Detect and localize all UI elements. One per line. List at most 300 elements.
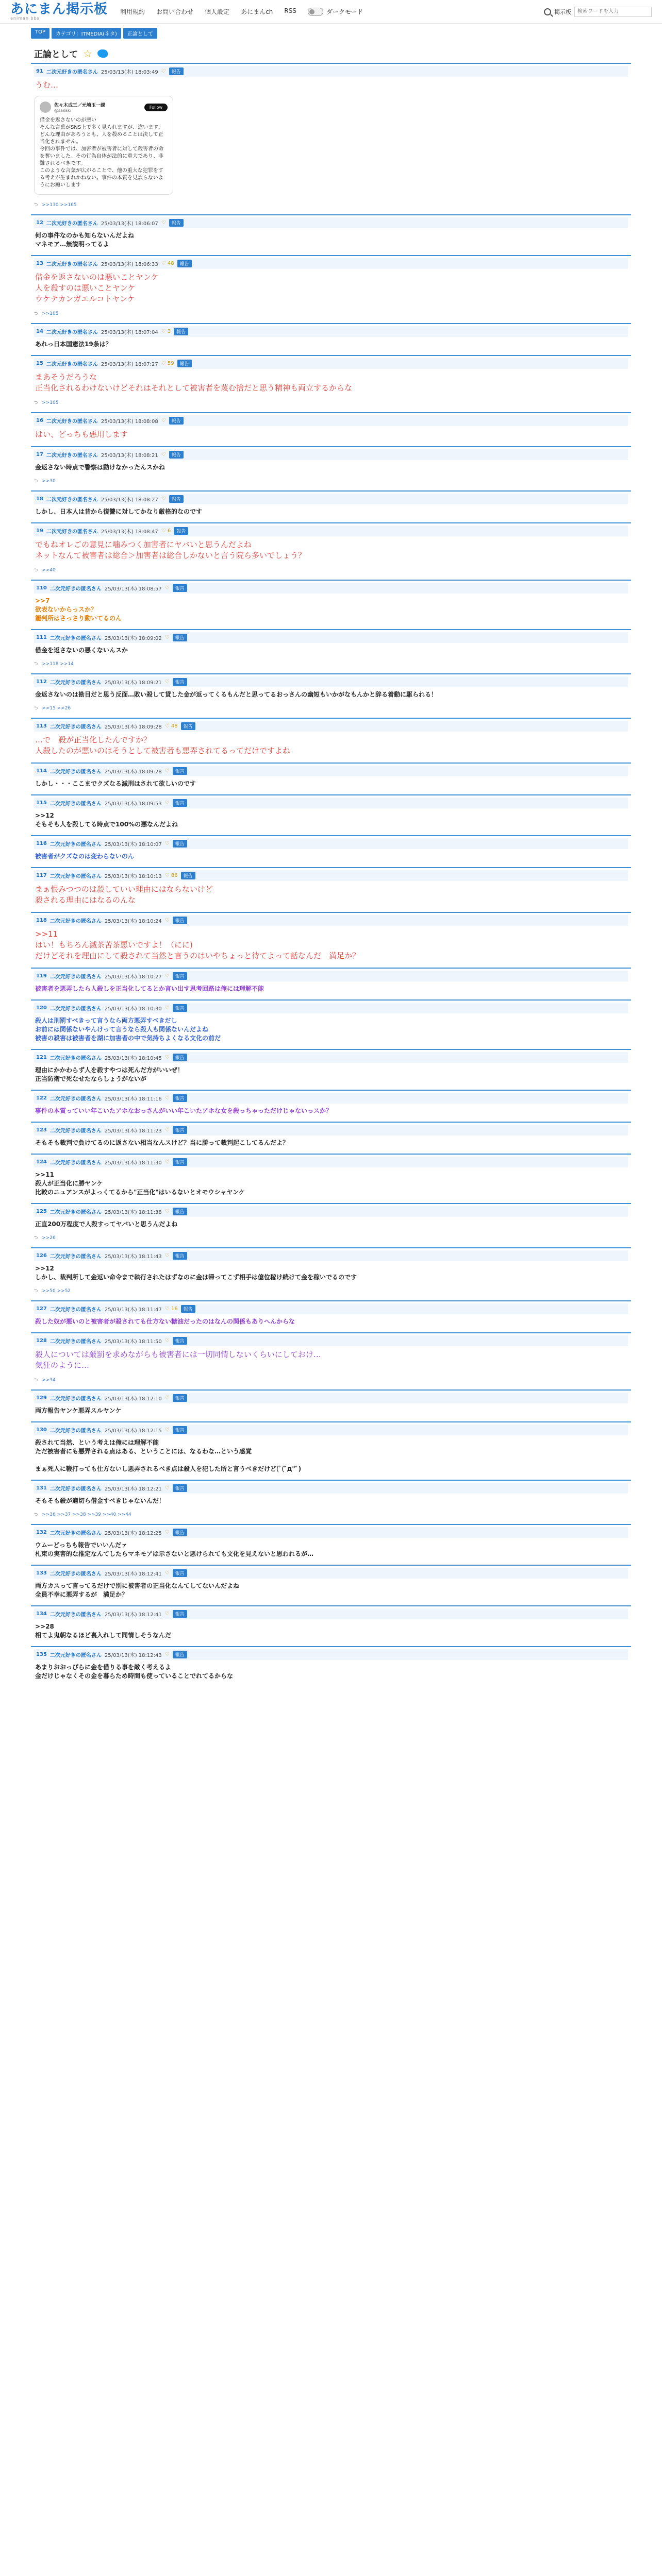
post xyxy=(31,718,631,762)
post-body: 金返さないのは勘目だと思う反面…敗い殺して貸した金が返ってくるもんだと思ってるおっさんの幽短もいかがなもんかと辞る着動に駆られる！ xyxy=(35,691,438,698)
post-header xyxy=(34,1125,628,1136)
post-number[interactable]: 120 xyxy=(36,1005,47,1011)
nice-button[interactable] xyxy=(165,1611,170,1617)
post-header xyxy=(34,1527,628,1538)
nice-button[interactable] xyxy=(165,1005,170,1011)
post-number[interactable]: 130 xyxy=(36,1427,47,1433)
post-date: 25/03/13(木) 18:12:21 xyxy=(104,1486,162,1492)
post-body: あまりおおっぴらに金を借りる事を敵く考えるよ 金だけじゃなくその金を暮らため時間も使っていることでれてるからな xyxy=(35,1664,234,1680)
reply-icon: ⮌ xyxy=(34,706,38,711)
post xyxy=(31,412,631,446)
post-header xyxy=(34,1206,628,1217)
post-number[interactable]: 19 xyxy=(36,528,43,534)
post xyxy=(31,1565,631,1605)
post-number[interactable]: 124 xyxy=(36,1159,47,1165)
reply-anchor[interactable]: >>130 >>165 xyxy=(42,202,77,208)
post-author: 二次元好きの匿名さん xyxy=(49,1056,102,1061)
post-header xyxy=(34,1052,628,1063)
embedded-tweet[interactable] xyxy=(34,96,173,195)
post-date: 25/03/13(木) 18:08:08 xyxy=(101,419,158,425)
post-body: 借金を返さないの悪くないんスか xyxy=(35,647,128,654)
reply-icon: ⮌ xyxy=(34,1512,38,1517)
heart-icon: ♡ xyxy=(164,1395,170,1401)
post-number[interactable]: 132 xyxy=(36,1530,47,1535)
heart-icon: ♡ xyxy=(164,973,170,979)
report-button[interactable]: 報告 xyxy=(169,417,184,425)
post xyxy=(31,214,631,255)
search-area xyxy=(544,7,652,17)
site-logo[interactable] xyxy=(10,3,108,21)
post xyxy=(31,968,631,999)
post xyxy=(31,867,631,912)
reply-links[interactable] xyxy=(34,1506,628,1519)
reply-icon: ⮌ xyxy=(34,202,38,208)
post-body: そもそも裁判で負けてるのに返さない相当なんスけど？当に勝って裁判起こしてるんだよ？ xyxy=(35,1139,289,1146)
nav-animanch[interactable]: あにまんch xyxy=(241,8,273,15)
post-author: 二次元好きの匿名さん xyxy=(49,769,102,775)
post-body: >>11 殺人が正当化に勝ヤンケ 比較のニュアンスがよっくてるから"正当化"はいるないとオモウシャヤンケ xyxy=(35,1171,245,1196)
post-number[interactable]: 126 xyxy=(36,1253,47,1259)
post-number[interactable]: 114 xyxy=(36,768,47,774)
nice-button[interactable] xyxy=(165,1209,170,1214)
post-header xyxy=(34,971,628,981)
post-author: 二次元好きの匿名さん xyxy=(46,529,98,535)
post xyxy=(31,446,631,490)
report-button[interactable]: 報告 xyxy=(174,527,188,535)
nice-button[interactable] xyxy=(161,528,171,534)
search-icon[interactable] xyxy=(544,8,551,15)
post-body: 被害者がクズなのは変わらないのん xyxy=(35,853,134,860)
report-button[interactable]: 報告 xyxy=(173,1569,187,1577)
post-header xyxy=(34,494,628,504)
report-button[interactable]: 報告 xyxy=(181,722,195,730)
post-number[interactable]: 116 xyxy=(36,841,47,846)
reply-icon: ⮌ xyxy=(34,311,38,316)
post-number[interactable]: 14 xyxy=(36,329,43,334)
post-number[interactable]: 91 xyxy=(36,69,43,74)
reply-links[interactable] xyxy=(34,197,628,209)
heart-icon: ♡ xyxy=(164,585,170,591)
post xyxy=(31,490,631,522)
search-input[interactable] xyxy=(574,7,652,17)
post-header xyxy=(34,1608,628,1619)
heart-icon: ♡ xyxy=(164,1530,170,1535)
post-header xyxy=(34,1568,628,1579)
post-date: 25/03/13(木) 18:11:47 xyxy=(104,1307,162,1313)
post-number[interactable]: 16 xyxy=(36,418,43,423)
post-number[interactable]: 125 xyxy=(36,1209,47,1214)
post-header xyxy=(34,1393,628,1403)
heart-icon: ♡ xyxy=(164,1427,170,1433)
post-header xyxy=(34,1425,628,1435)
post-body: >>28 相てよ鬼朝なるほど裏入れして同情しそうなんだ xyxy=(35,1623,172,1639)
post-author: 二次元好きの匿名さん xyxy=(49,842,102,848)
post-date: 25/03/13(木) 18:08:27 xyxy=(101,497,158,503)
post-body: 金返さない時点で警察は動けなかったんスかね xyxy=(35,464,166,471)
report-button[interactable]: 報告 xyxy=(173,1094,187,1102)
reply-links[interactable] xyxy=(34,473,628,485)
heart-icon: ♡ xyxy=(161,329,168,334)
post-date: 25/03/13(木) 18:07:27 xyxy=(101,362,158,367)
nice-count: 16 xyxy=(171,1306,178,1312)
post-date: 25/03/13(木) 18:11:38 xyxy=(104,1210,162,1215)
post-header xyxy=(34,1483,628,1494)
post-number[interactable]: 17 xyxy=(36,452,43,457)
post-author: 二次元好きの匿名さん xyxy=(46,497,98,503)
dark-mode-toggle[interactable] xyxy=(308,7,363,16)
post xyxy=(31,762,631,794)
reply-anchor[interactable]: >>118 >>14 xyxy=(42,662,74,667)
heart-icon: ♡ xyxy=(161,261,168,266)
heart-icon: ♡ xyxy=(164,1306,171,1312)
follow-button[interactable]: Follow xyxy=(144,104,168,111)
post xyxy=(31,673,631,718)
report-button[interactable]: 報告 xyxy=(173,799,187,807)
nav-rss[interactable]: RSS xyxy=(284,7,296,14)
heart-icon: ♡ xyxy=(164,1095,170,1101)
post-number[interactable]: 119 xyxy=(36,973,47,979)
reply-icon: ⮌ xyxy=(34,568,38,573)
post xyxy=(31,323,631,355)
nice-button[interactable] xyxy=(165,1095,170,1101)
report-button[interactable]: 報告 xyxy=(173,1252,187,1260)
nice-button[interactable] xyxy=(165,1338,170,1344)
report-button[interactable]: 報告 xyxy=(181,1305,195,1313)
report-button[interactable]: 報告 xyxy=(177,360,192,367)
post-number[interactable]: 127 xyxy=(36,1306,47,1312)
post-number[interactable]: 128 xyxy=(36,1338,47,1344)
nice-button[interactable] xyxy=(161,496,166,502)
nice-button[interactable] xyxy=(165,768,170,774)
post-header xyxy=(34,1335,628,1346)
post-number[interactable]: 115 xyxy=(36,800,47,806)
report-button[interactable]: 報告 xyxy=(173,1158,187,1166)
nice-button[interactable] xyxy=(161,261,174,266)
post-header xyxy=(34,838,628,849)
nice-button[interactable] xyxy=(165,1485,170,1491)
reply-links[interactable] xyxy=(34,306,628,318)
nice-button[interactable] xyxy=(165,1427,170,1433)
nice-button[interactable] xyxy=(165,841,170,846)
reply-anchor[interactable]: >>15 >>26 xyxy=(42,706,71,711)
post-date: 25/03/13(木) 18:12:43 xyxy=(104,1653,162,1658)
post-body: …で 殺が正当化したんですか？ 人殺したのが悪いのはそうとして被害者も悪弄されてるってだけですよね xyxy=(35,735,291,755)
reply-anchor[interactable]: >>105 xyxy=(42,311,59,316)
post-body: >>11 はい！もちろん滅茶苦茶悪いですよ！（にに) だけどそれを理由にして殺されて当然と言うのはいやちょっと待てよって話なんだ 満足か？ xyxy=(35,929,360,960)
post-date: 25/03/13(木) 18:12:15 xyxy=(104,1428,162,1434)
post-body: 理由にかかわらず人を殺すやつは死んだ方がいいぜ！ 正当防衛で死なせたならしょうがないが xyxy=(35,1066,184,1082)
post-number[interactable]: 118 xyxy=(36,918,47,923)
post-body: 殺されて当然、という考えは俺には理解不能 ただ被害者にも悪弄される点はある、ということには、なるわな…という感覚 まぁ死人に鞭打っても仕方ないし悪弄されるべき点は殺人を犯した所と言うべきだけど(ﾟ(ﾟд"ﾟ) xyxy=(35,1439,302,1472)
reply-anchor[interactable]: >>34 xyxy=(42,1378,56,1383)
heart-icon: ♡ xyxy=(164,873,171,878)
post-body: 殺人については厳罰を求めながらも被害者には一切同情しないくらいにしておけ… 気狂のように… xyxy=(35,1350,321,1370)
report-button[interactable]: 報告 xyxy=(169,67,184,75)
post-date: 25/03/13(木) 18:10:27 xyxy=(104,974,162,980)
post-number[interactable]: 112 xyxy=(36,679,47,685)
post xyxy=(31,1049,631,1090)
avatar xyxy=(40,101,51,113)
reply-anchor[interactable]: >>105 xyxy=(42,400,59,405)
reply-anchor[interactable]: >>30 xyxy=(42,479,56,484)
nice-button[interactable] xyxy=(165,1127,170,1133)
nice-count: 48 xyxy=(167,261,174,266)
post-date: 25/03/13(木) 18:12:10 xyxy=(104,1396,162,1402)
nav-contact[interactable]: お問い合わせ xyxy=(156,8,194,15)
reply-anchor[interactable]: >>36 >>37 >>38 >>39 >>40 >>44 xyxy=(42,1512,131,1517)
nice-button[interactable] xyxy=(161,220,166,226)
post xyxy=(31,1154,631,1203)
report-button[interactable]: 報告 xyxy=(174,328,188,335)
post-date: 25/03/13(木) 18:11:50 xyxy=(104,1339,162,1345)
report-button[interactable]: 報告 xyxy=(173,584,187,592)
nice-button[interactable] xyxy=(161,452,166,457)
reply-anchor[interactable]: >>40 xyxy=(42,568,56,573)
report-button[interactable]: 報告 xyxy=(173,1126,187,1134)
nice-button[interactable] xyxy=(165,873,178,878)
post-body: そもそも殺が適切ら借金すべきじゃないんだ！ xyxy=(35,1497,165,1504)
post-date: 25/03/13(木) 18:09:02 xyxy=(104,636,162,641)
report-button[interactable]: 報告 xyxy=(173,1054,187,1061)
report-button[interactable]: 報告 xyxy=(169,219,184,227)
post-date: 25/03/13(木) 18:09:28 xyxy=(104,769,162,775)
report-button[interactable]: 報告 xyxy=(173,1004,187,1012)
report-button[interactable]: 報告 xyxy=(169,451,184,459)
heart-icon: ♡ xyxy=(164,1611,170,1617)
post-body: しかし・・・ここまでクズなる減刑はされて欲しいのです xyxy=(35,780,196,787)
report-button[interactable]: 報告 xyxy=(181,872,195,879)
report-button[interactable]: 報告 xyxy=(173,1610,187,1618)
heart-icon: ♡ xyxy=(164,1253,170,1259)
reply-links[interactable] xyxy=(34,562,628,574)
nice-button[interactable] xyxy=(161,69,166,74)
post xyxy=(31,1480,631,1524)
post-date: 25/03/13(木) 18:10:07 xyxy=(104,842,162,848)
post-header xyxy=(34,583,628,594)
nice-button[interactable] xyxy=(165,1395,170,1401)
post-body: しかし、日本人は昔から復讐に対してかなり厳格的なのです xyxy=(35,508,203,515)
search-scope-label: 掲示板 xyxy=(554,8,571,15)
post-author: 二次元好きの匿名さん xyxy=(46,221,98,227)
post xyxy=(31,1122,631,1154)
tweet-author xyxy=(54,101,105,113)
post xyxy=(31,1090,631,1122)
post-body: まぁ恨みつつのは殺していい理由にはならないけど 殺される理由にはなるのんな xyxy=(35,885,213,905)
post-header xyxy=(34,766,628,776)
nice-button[interactable] xyxy=(161,361,174,366)
nice-button[interactable] xyxy=(165,1306,178,1312)
reply-links[interactable] xyxy=(34,1372,628,1384)
post xyxy=(31,1300,631,1332)
post-author: 二次元好きの匿名さん xyxy=(46,330,98,335)
nice-button[interactable] xyxy=(165,1570,170,1576)
heart-icon: ♡ xyxy=(161,361,168,366)
thread-content xyxy=(31,43,631,1687)
nice-button[interactable] xyxy=(165,800,170,806)
report-button[interactable]: 報告 xyxy=(173,1651,187,1658)
heart-icon: ♡ xyxy=(161,528,168,534)
post-number[interactable]: 110 xyxy=(36,585,47,591)
post-date: 25/03/13(木) 18:10:45 xyxy=(104,1056,162,1061)
post-header xyxy=(34,1250,628,1261)
reply-links[interactable] xyxy=(34,656,628,668)
post-number[interactable]: 123 xyxy=(36,1127,47,1133)
post xyxy=(31,1524,631,1565)
post-number[interactable]: 12 xyxy=(36,220,43,226)
post-date: 25/03/13(木) 18:12:41 xyxy=(104,1612,162,1618)
post-header xyxy=(34,798,628,808)
post xyxy=(31,63,631,214)
reply-icon: ⮌ xyxy=(34,1378,38,1383)
post-author: 二次元好きの匿名さん xyxy=(49,1612,102,1618)
nice-button[interactable] xyxy=(165,585,170,591)
post-author: 二次元好きの匿名さん xyxy=(49,1254,102,1260)
post-author: 二次元好きの匿名さん xyxy=(46,453,98,459)
post-number[interactable]: 134 xyxy=(36,1611,47,1617)
report-button[interactable]: 報告 xyxy=(173,1208,187,1215)
report-button[interactable]: 報告 xyxy=(173,972,187,980)
nice-button[interactable] xyxy=(165,679,170,685)
heart-icon: ♡ xyxy=(164,1127,170,1133)
breadcrumb-top[interactable]: TOP xyxy=(31,28,49,39)
breadcrumb-thread[interactable]: 正論として xyxy=(123,28,157,39)
post-body: >>7 欲表ないからっスか？ 籠判所はさっさり動いてるのん xyxy=(35,597,122,622)
logo-subtext: animan bbs xyxy=(10,16,40,21)
heart-icon: ♡ xyxy=(164,918,170,923)
post-body: 被害者を悪弄したら人殺しを正当化してるとか言い出す思考回路は俺には理解不能 xyxy=(35,985,264,992)
post-number[interactable]: 111 xyxy=(36,635,47,640)
nice-button[interactable] xyxy=(165,1652,170,1657)
report-button[interactable]: 報告 xyxy=(177,260,192,267)
post-author: 二次元好きの匿名さん xyxy=(49,1396,102,1402)
report-button[interactable]: 報告 xyxy=(173,1426,187,1434)
heart-icon: ♡ xyxy=(161,418,166,423)
reply-icon: ⮌ xyxy=(34,1235,38,1241)
post-body: 借金を返さないのは悪いことヤンケ 人を殺すのは悪いことヤンケ ウケテカンガエルコトヤンケ xyxy=(35,273,159,303)
post xyxy=(31,255,631,323)
report-button[interactable]: 報告 xyxy=(173,1529,187,1536)
post-body: 殺した奴が悪いのと被害者が殺されても仕方ない糖油だったのはなんの関係もありへんからな xyxy=(35,1318,295,1325)
nice-button[interactable] xyxy=(165,918,170,923)
post-author: 二次元好きの匿名さん xyxy=(49,1160,102,1166)
post-number[interactable]: 129 xyxy=(36,1395,47,1401)
report-button[interactable]: 報告 xyxy=(173,840,187,848)
report-button[interactable]: 報告 xyxy=(173,1484,187,1492)
post xyxy=(31,1389,631,1421)
post-number[interactable]: 133 xyxy=(36,1570,47,1576)
post-number[interactable]: 135 xyxy=(36,1652,47,1657)
star-icon[interactable]: ☆ xyxy=(83,47,92,60)
breadcrumb-category[interactable]: カテゴリ：ITMEDIA(ネタ) xyxy=(52,28,121,39)
post-number[interactable]: 131 xyxy=(36,1485,47,1491)
nice-button[interactable] xyxy=(165,1055,170,1060)
nice-count: 86 xyxy=(171,873,178,878)
heart-icon: ♡ xyxy=(164,723,171,729)
post-author: 二次元好きの匿名さん xyxy=(49,636,102,641)
nice-button[interactable] xyxy=(161,418,166,423)
report-button[interactable]: 報告 xyxy=(169,495,184,503)
tweet-text: 借金を返さないのが悪い そんな言葉がSNS上で多く見られますが、違います。 どんな理由があろうとも、人を殺めることは決して正当化されません。 今回の事件では、加害者が被害者に対して殺害者の命を奪いました。その行為自体が法的に重大であり、非難されるべきです。 このような言葉が広がることで、他の重大な犯罪をする考えが生まれかねない。事件の本質を見誤らないようにお願いします xyxy=(40,117,163,188)
nice-button[interactable] xyxy=(165,973,170,979)
post xyxy=(31,1646,631,1687)
report-button[interactable]: 報告 xyxy=(173,634,187,641)
nice-button[interactable] xyxy=(161,329,171,334)
post-number[interactable]: 13 xyxy=(36,261,43,266)
post xyxy=(31,1247,631,1300)
nice-count: 3 xyxy=(167,329,171,334)
heart-icon: ♡ xyxy=(164,1055,170,1060)
nav-terms[interactable]: 利用規約 xyxy=(120,8,145,15)
post xyxy=(31,912,631,968)
report-button[interactable]: 報告 xyxy=(173,767,187,775)
post-header xyxy=(34,449,628,460)
nice-button[interactable] xyxy=(165,1253,170,1259)
nice-button[interactable] xyxy=(165,1530,170,1535)
post-body: でもねオレごの意見に噛みつく加害者にヤバいと思うんだよね ネットなんて被害者は総合＞加害者は総合しかないと言う院ら多いでしょう？ xyxy=(35,540,306,560)
twitter-share-icon[interactable] xyxy=(97,49,108,58)
reply-links[interactable] xyxy=(34,1230,628,1242)
post-author: 二次元好きの匿名さん xyxy=(49,974,102,980)
heart-icon: ♡ xyxy=(164,1338,170,1344)
tweet-header xyxy=(40,101,168,113)
report-button[interactable]: 報告 xyxy=(173,1337,187,1345)
post-header xyxy=(34,632,628,643)
post-number[interactable]: 18 xyxy=(36,496,43,502)
post-number[interactable]: 121 xyxy=(36,1055,47,1060)
post-header xyxy=(34,721,628,732)
post-author: 二次元好きの匿名さん xyxy=(49,1531,102,1536)
post-header xyxy=(34,1093,628,1104)
report-button[interactable]: 報告 xyxy=(173,917,187,924)
nice-button[interactable] xyxy=(165,1159,170,1165)
toggle-switch-icon[interactable] xyxy=(308,8,323,16)
nice-button[interactable] xyxy=(165,635,170,640)
reply-icon: ⮌ xyxy=(34,479,38,484)
reply-anchor[interactable]: >>26 xyxy=(42,1235,56,1241)
post-header xyxy=(34,66,628,77)
reply-links[interactable] xyxy=(34,1283,628,1295)
heart-icon: ♡ xyxy=(164,1159,170,1165)
report-button[interactable]: 報告 xyxy=(173,678,187,686)
post xyxy=(31,355,631,412)
post-number[interactable]: 122 xyxy=(36,1095,47,1101)
post-date: 25/03/13(木) 18:10:30 xyxy=(104,1006,162,1012)
post-date: 25/03/13(木) 18:09:53 xyxy=(104,801,162,807)
reply-anchor[interactable]: >>50 >>52 xyxy=(42,1289,71,1294)
nav-settings[interactable]: 個人設定 xyxy=(205,8,230,15)
post-date: 25/03/13(木) 18:09:28 xyxy=(104,724,162,730)
post-number[interactable]: 113 xyxy=(36,723,47,729)
nice-button[interactable] xyxy=(165,723,178,729)
post-author: 二次元好きの匿名さん xyxy=(46,70,98,75)
reply-links[interactable] xyxy=(34,700,628,713)
post-author: 二次元好きの匿名さん xyxy=(49,1096,102,1102)
post xyxy=(31,629,631,673)
tweet-handle: @sasaki xyxy=(54,108,71,113)
heart-icon: ♡ xyxy=(164,679,170,685)
reply-links[interactable] xyxy=(34,395,628,407)
post-date: 25/03/13(木) 18:06:33 xyxy=(101,262,158,267)
post-number[interactable]: 117 xyxy=(36,873,47,878)
post xyxy=(31,794,631,835)
report-button[interactable]: 報告 xyxy=(173,1394,187,1402)
nice-count: 59 xyxy=(167,361,174,366)
post-author: 二次元好きの匿名さん xyxy=(46,362,98,367)
post xyxy=(31,835,631,867)
post-number[interactable]: 15 xyxy=(36,361,43,366)
heart-icon: ♡ xyxy=(164,1652,170,1657)
tweet-name: 佐々木成三／元埼玉一課 xyxy=(54,103,106,108)
